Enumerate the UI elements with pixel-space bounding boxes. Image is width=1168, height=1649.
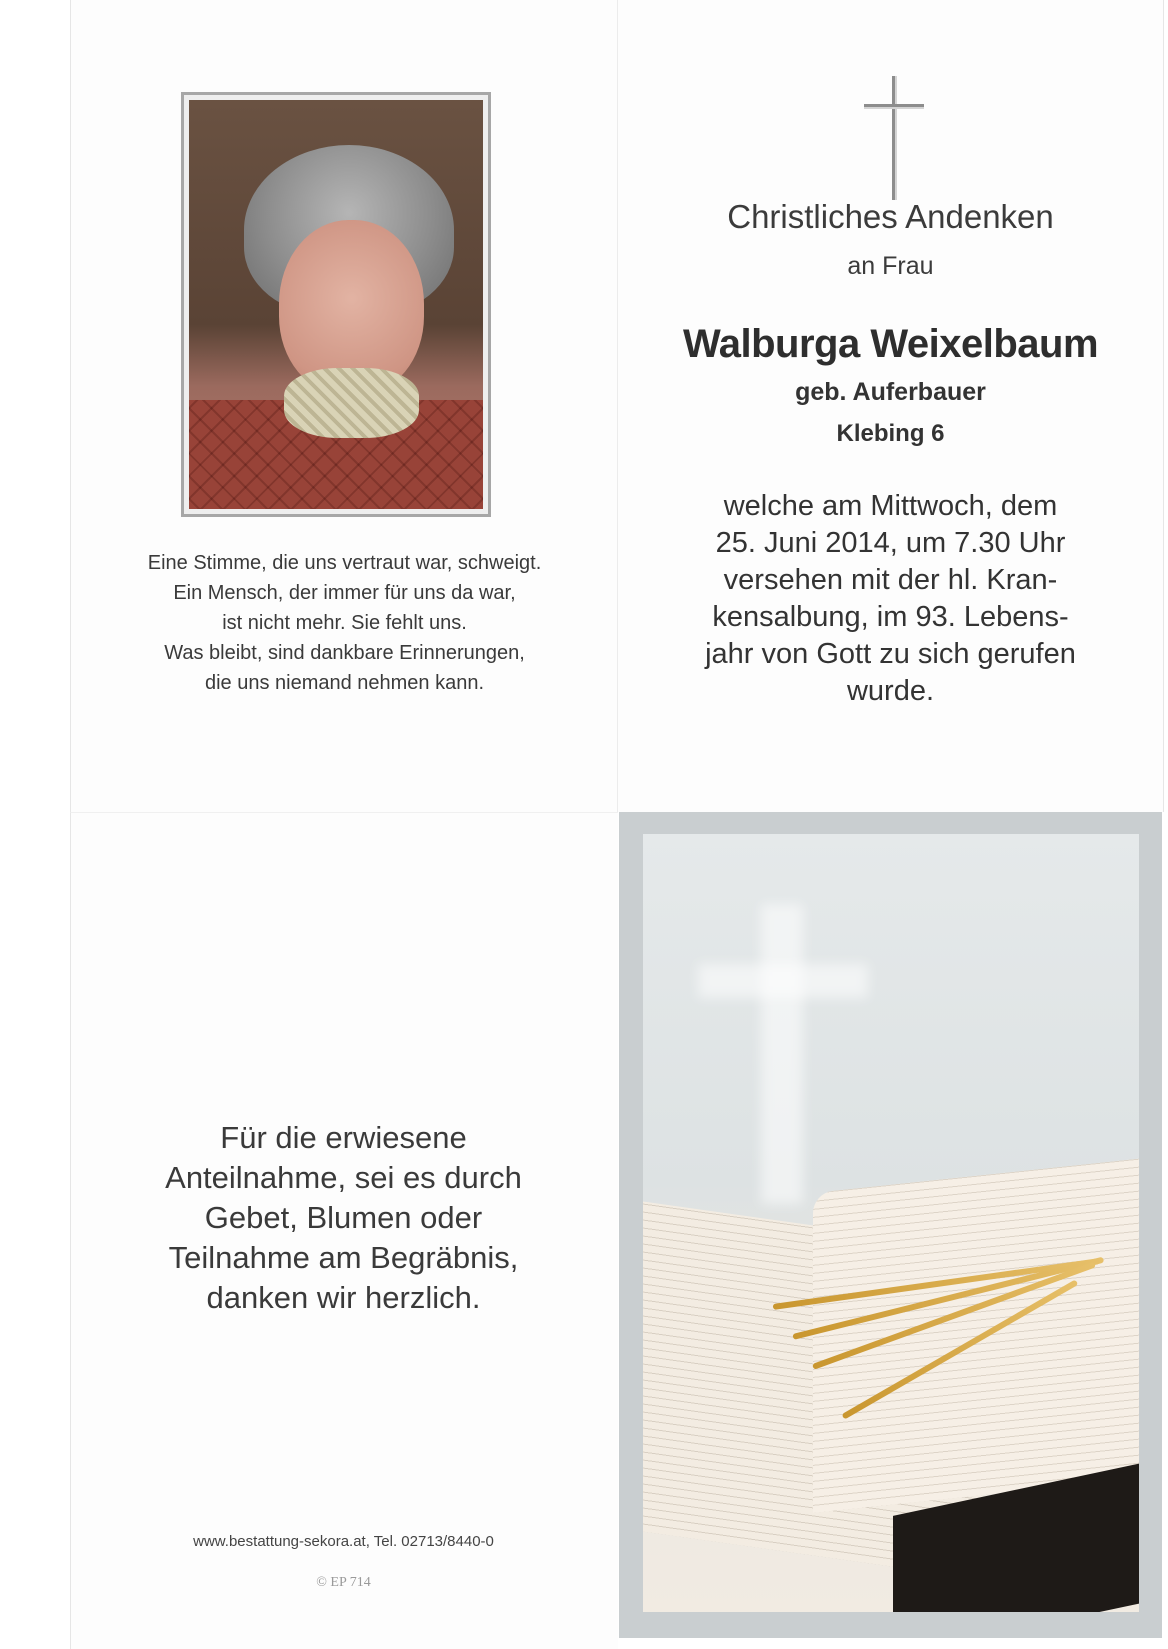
thanks-line: Für die erwiesene [220, 1120, 467, 1155]
thanks-line: Anteilnahme, sei es durch [165, 1160, 522, 1195]
memorial-heading: Christliches Andenken [727, 198, 1054, 235]
body-line: 25. Juni 2014, um 7.30 Uhr [715, 527, 1066, 559]
body-line: welche am Mittwoch, dem [723, 490, 1058, 522]
portrait-frame [181, 92, 491, 517]
book-wheat-image [619, 812, 1162, 1638]
portrait-photo [189, 100, 483, 509]
memorial-poem [71, 548, 618, 698]
maiden-name: geb. Auferbauer [795, 378, 986, 406]
poem-line: die uns niemand nehmen kann. [204, 672, 485, 694]
thanks-line: Gebet, Blumen oder [204, 1200, 483, 1235]
thanks-line: danken wir herzlich. [206, 1280, 481, 1315]
portrait-panel [70, 0, 618, 812]
body-line: wurde. [846, 675, 935, 707]
body-line: versehen mit der hl. Kran- [723, 564, 1058, 596]
body-line: kensalbung, im 93. Lebens- [712, 601, 1069, 633]
memorial-panel [617, 0, 1164, 812]
thanks-line: Teilnahme am Begräbnis, [168, 1240, 519, 1275]
poem-line: ist nicht mehr. Sie fehlt uns. [222, 612, 467, 634]
poem-line: Ein Mensch, der immer für uns da war, [173, 582, 516, 604]
thanks-text [70, 1118, 617, 1318]
deceased-name: Walburga Weixelbaum [682, 322, 1099, 366]
address: Klebing 6 [836, 420, 945, 447]
memorial-body [618, 488, 1163, 710]
portrait-scarf [284, 368, 419, 438]
copyright-note: © EP 714 [316, 1575, 371, 1590]
soft-cross-icon [761, 904, 803, 1204]
poem-line: Eine Stimme, die uns vertraut war, schweigt. [147, 552, 542, 574]
poem-line: Was bleibt, sind dankbare Erinnerungen, [164, 642, 525, 664]
undertaker-contact: www.bestattung-sekora.at, Tel. 02713/8440-0 [193, 1533, 494, 1550]
body-line: jahr von Gott zu sich gerufen [705, 638, 1076, 670]
open-book-right-page [813, 1155, 1139, 1513]
memorial-salutation: an Frau [847, 252, 934, 280]
image-inner [643, 834, 1139, 1612]
